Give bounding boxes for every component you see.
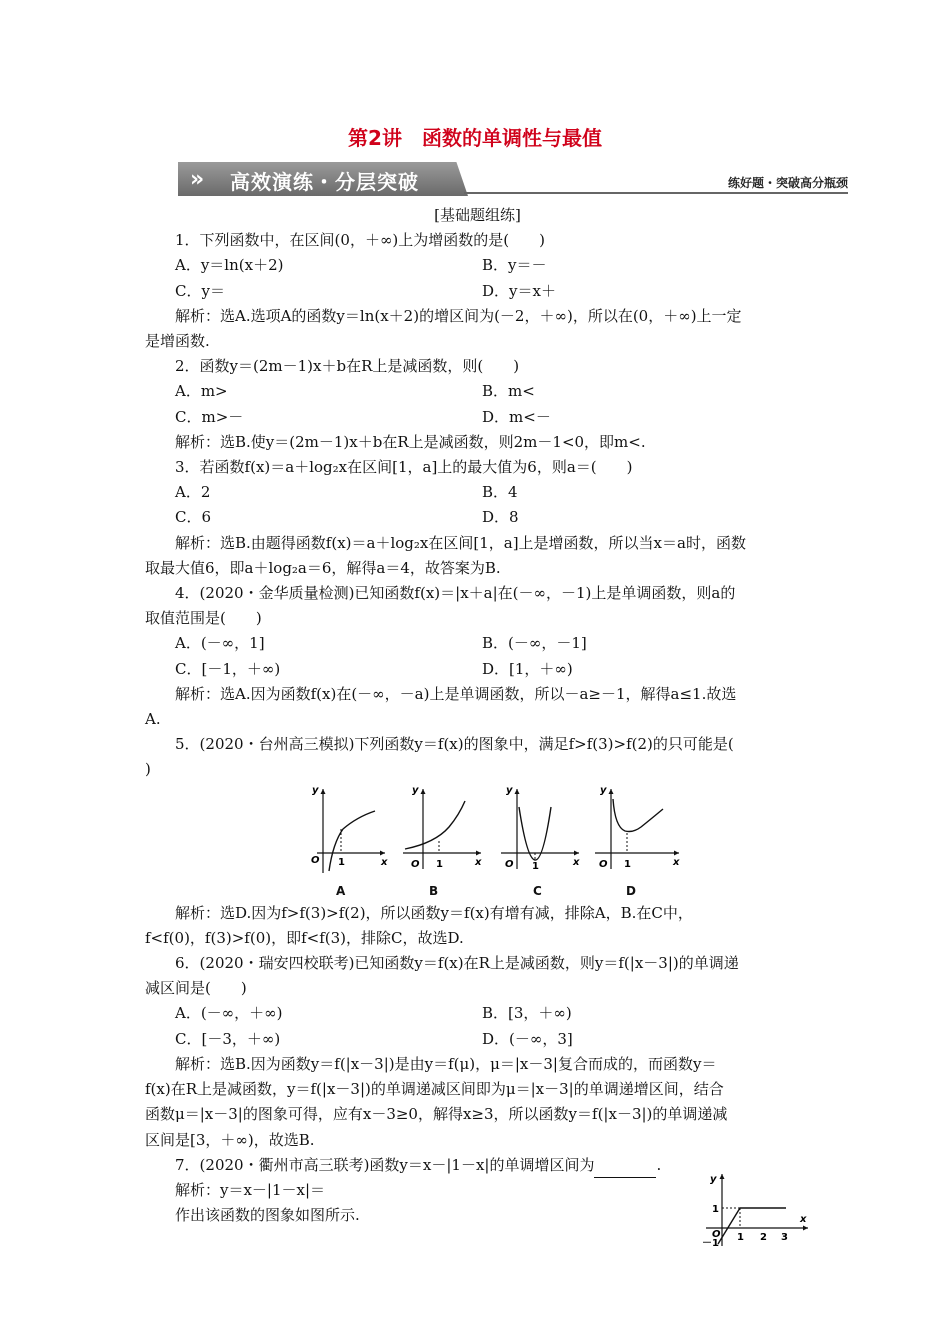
q1-option-a: A．y＝ln(x＋2) <box>175 256 284 275</box>
q6-option-b: B．[3，＋∞) <box>482 1004 572 1023</box>
q2-options-ab <box>145 379 810 404</box>
q2-option-a: A．m> <box>175 382 228 401</box>
q4-option-b: B．(－∞，－1] <box>482 634 587 653</box>
q1-options-ab <box>145 253 810 278</box>
q7-graph <box>702 1170 812 1250</box>
q6-stem-cont: 减区间是( ) <box>145 979 247 998</box>
q6-explanation: 解析：选B.因为函数y＝f(|x－3|)是由y＝f(μ)，μ＝|x－3|复合而成的，而函数y＝ <box>175 1054 717 1073</box>
q5-explanation-cont: f<f(0)，f(3)>f(0)，即f<f(3)，排除C，故选D. <box>145 928 464 947</box>
banner-left-text: 高效演练・分层突破 <box>230 170 419 194</box>
q7-explanation-cont: 作出该函数的图象如图所示. <box>175 1206 360 1225</box>
q5-caption-c: C <box>533 883 542 898</box>
q4-explanation-cont: A. <box>145 710 161 729</box>
q7-tick-x1: 1 <box>737 1232 744 1243</box>
q5a-tick-1: 1 <box>338 856 345 868</box>
q3-option-a: A．2 <box>175 483 211 502</box>
q3-option-d: D．8 <box>482 508 519 527</box>
q5-explanation: 解析：选D.因为f>f(3)>f(2)，所以函数y＝f(x)有增有减，排除A，B.在C中， <box>175 903 693 922</box>
page-title: 第2讲 函数的单调性与最值 <box>348 126 602 150</box>
q5a-origin: O <box>311 854 320 866</box>
q7-tick-y1: 1 <box>712 1204 719 1215</box>
q6-explanation-2: f(x)在R上是减函数，y＝f(|x－3|)的单调递减区间即为μ＝|x－3|的单调递增区间，结合 <box>145 1080 724 1099</box>
q4-option-c: C．[－1，＋∞) <box>175 659 281 678</box>
q7-answer-blank <box>594 1163 656 1178</box>
q7-stem-end: . <box>656 1155 662 1174</box>
q3-option-c: C．6 <box>175 508 212 527</box>
q2-options-cd <box>145 405 810 430</box>
q5-graph-a <box>309 783 389 875</box>
q7-explanation: 解析：y＝x－|1－x|＝ <box>175 1180 326 1199</box>
q5a-y-label: y <box>312 784 319 796</box>
double-chevron-icon: » <box>190 167 205 192</box>
q3-options-cd <box>145 505 810 530</box>
q7-tick-x3: 3 <box>781 1232 788 1243</box>
q2-explanation: 解析：选B.使y＝(2m－1)x＋b在R上是减函数，则2m－1<0，即m<. <box>175 432 646 451</box>
q4-stem: 4．(2020・金华质量检测)已知函数f(x)＝|x＋a|在(－∞，－1)上是单调函数，则a的 <box>175 584 736 603</box>
q6-options-ab <box>145 1001 810 1026</box>
q5b-x-label: x <box>475 856 482 868</box>
q5a-x-label: x <box>381 856 388 868</box>
q5c-y-label: y <box>506 784 513 796</box>
q2-stem: 2．函数y＝(2m－1)x＋b在R上是减函数，则( ) <box>175 357 520 376</box>
q2-option-b: B．m< <box>482 382 535 401</box>
q4-stem-cont: 取值范围是( ) <box>145 609 262 628</box>
q5c-origin: O <box>505 858 514 870</box>
document-body <box>145 203 810 1228</box>
section-banner <box>178 162 848 196</box>
q1-explanation: 解析：选A.选项A的函数y＝ln(x＋2)的增区间为(－2，＋∞)，所以在(0，＋∞)上一定 <box>175 306 742 325</box>
q6-option-c: C．[－3，＋∞) <box>175 1029 281 1048</box>
q1-stem: 1．下列函数中，在区间(0，＋∞)上为增函数的是( ) <box>175 231 545 250</box>
q1-option-b: B．y＝－ <box>482 256 547 275</box>
q5d-y-label: y <box>600 784 607 796</box>
q3-explanation: 解析：选B.由题得函数f(x)＝a＋log₂x在区间[1，a]上是增函数，所以当x＝a时，函数 <box>175 533 746 552</box>
q5-caption-a: A <box>336 883 346 898</box>
banner-right-text: 练好题・突破高分瓶颈 <box>727 176 848 190</box>
q5-graph-b <box>399 783 483 875</box>
q1-explanation-cont: 是增函数. <box>145 332 210 351</box>
q3-options-ab <box>145 480 810 505</box>
q5-stem-cont: ) <box>145 760 151 779</box>
q5b-y-label: y <box>412 784 419 796</box>
q5d-origin: O <box>599 858 608 870</box>
q3-option-b: B．4 <box>482 483 518 502</box>
q4-option-a: A．(－∞，1] <box>175 634 265 653</box>
q6-stem: 6．(2020・瑞安四校联考)已知函数y＝f(x)在R上是减函数，则y＝f(|x－3|)的单调递 <box>175 954 739 973</box>
q5c-tick-1: 1 <box>532 860 539 872</box>
q1-option-d: D．y＝x＋ <box>482 281 556 300</box>
q5b-origin: O <box>411 858 420 870</box>
q6-options-cd <box>145 1027 810 1052</box>
q6-option-a: A．(－∞，＋∞) <box>175 1004 283 1023</box>
q3-stem: 3．若函数f(x)＝a＋log₂x在区间[1，a]上的最大值为6，则a＝( ) <box>175 458 633 477</box>
q5-figures <box>145 783 810 901</box>
q6-option-d: D．(－∞，3] <box>482 1029 573 1048</box>
q5-stem: 5．(2020・台州高三模拟)下列函数y＝f(x)的图象中，满足f>f(3)>f(2)的只可能是( <box>175 735 734 754</box>
q6-explanation-3: 函数μ＝|x－3|的图象可得，应有x－3≥0，解得x≥3，所以函数y＝f(|x－3|)的单调递减 <box>145 1105 728 1124</box>
q7-tick-neg1: －1 <box>702 1238 719 1249</box>
q7-stem-text: 7．(2020・衢州市高三联考)函数y＝x－|1－x|的单调增区间为 <box>175 1155 595 1174</box>
q5d-x-label: x <box>673 856 680 868</box>
q7-origin: O <box>712 1229 721 1240</box>
section-heading: [基础题组练] <box>434 206 521 224</box>
q5-graph-d <box>591 783 681 875</box>
q5-caption-b: B <box>429 883 439 898</box>
q5c-x-label: x <box>573 856 580 868</box>
q7-x-label: x <box>800 1214 807 1225</box>
q4-options-ab <box>145 631 810 656</box>
q5b-tick-1: 1 <box>436 858 443 870</box>
q7-y-label: y <box>710 1174 717 1185</box>
q1-options-cd <box>145 279 810 304</box>
q5d-tick-1: 1 <box>624 858 631 870</box>
q2-option-d: D．m<－ <box>482 407 551 426</box>
q7-tick-x2: 2 <box>760 1232 767 1243</box>
q4-option-d: D．[1，＋∞) <box>482 659 573 678</box>
q5-caption-d: D <box>626 883 636 898</box>
q1-option-c: C．y＝ <box>175 281 225 300</box>
q5-graph-c <box>497 783 581 875</box>
q4-options-cd <box>145 657 810 682</box>
banner-divider <box>464 192 848 194</box>
q2-option-c: C．m>－ <box>175 407 244 426</box>
q4-explanation: 解析：选A.因为函数f(x)在(－∞，－a)上是单调函数，所以－a≥－1，解得a≤1.故选 <box>175 684 737 703</box>
q3-explanation-cont: 取最大值6，即a＋log₂a＝6，解得a＝4，故答案为B. <box>145 558 501 577</box>
q6-explanation-4: 区间是[3，＋∞)，故选B. <box>145 1130 315 1149</box>
